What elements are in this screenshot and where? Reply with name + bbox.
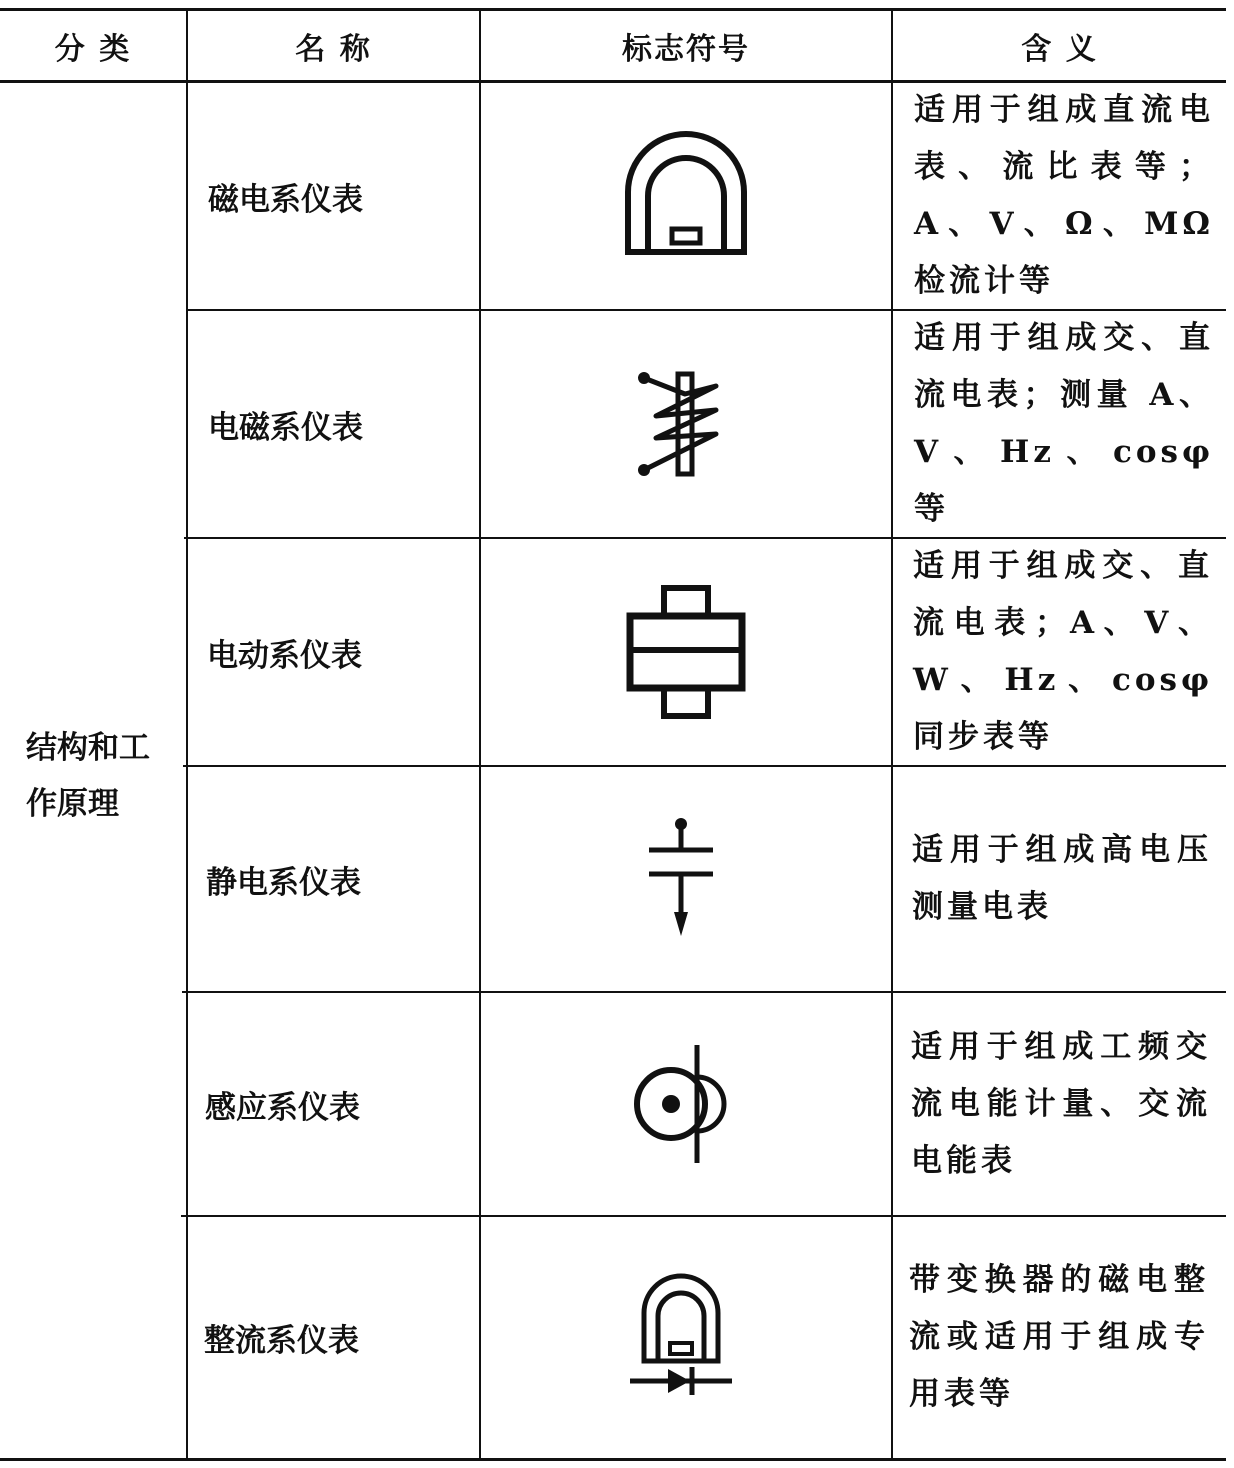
header-symbol: 标志符号: [622, 31, 750, 67]
electrostatic-instrument-icon: [476, 767, 886, 991]
row-name: 静电系仪表: [206, 864, 361, 901]
row-meaning: 带变换器的磁电整流或适用于组成专用表等: [909, 1262, 1209, 1412]
header-category: 分 类: [54, 31, 132, 67]
row-meaning: 适用于组成直流电表、流比表等；A、V、Ω、MΩ 检流计等: [914, 92, 1214, 299]
row-name: 磁电系仪表: [208, 181, 363, 218]
row-meaning: 适用于组成交、直流电表；测量 A、V、Hz、cosφ 等: [914, 320, 1214, 527]
row-name: 感应系仪表: [205, 1089, 360, 1126]
electrodynamic-instrument-icon: [481, 539, 891, 765]
column-divider: [186, 8, 188, 1461]
row-name: 电动系仪表: [207, 637, 362, 674]
row-name: 电磁系仪表: [208, 409, 363, 446]
row-meaning: 适用于组成工频交流电能计量、交流电能表: [911, 1028, 1211, 1179]
category-label: 结构和工作原理: [26, 730, 150, 822]
header-meaning: 含 义: [1021, 31, 1098, 67]
rectifier-instrument-icon: [476, 1217, 886, 1458]
electromagnetic-instrument-icon: [481, 311, 891, 537]
header-name: 名 称: [295, 31, 372, 67]
magnetoelectric-instrument-icon: [481, 83, 891, 309]
table-bottom-border: [0, 1458, 1226, 1461]
induction-instrument-icon: [476, 993, 886, 1215]
row-meaning: 适用于组成交、直流电表；A、V、W、Hz、cosφ 同步表等: [913, 548, 1213, 755]
row-meaning: 适用于组成高电压测量电表: [912, 832, 1212, 925]
row-name: 整流系仪表: [204, 1323, 359, 1359]
column-divider: [891, 8, 893, 1461]
